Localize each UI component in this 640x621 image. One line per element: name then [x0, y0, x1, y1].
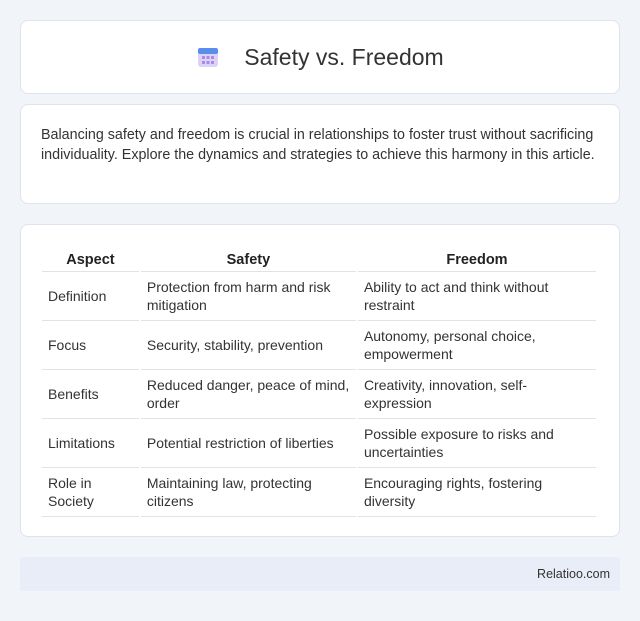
table-row	[42, 467, 596, 517]
cell-freedom: Autonomy, personal choice, empowerment	[358, 320, 596, 369]
cell-aspect: Benefits	[42, 369, 139, 418]
cell-safety: Maintaining law, protecting citizens	[141, 467, 356, 517]
cell-safety: Potential restriction of liberties	[141, 418, 356, 467]
cell-aspect: Role in Society	[42, 467, 139, 517]
comparison-table	[40, 245, 598, 517]
title-wrap	[196, 44, 443, 71]
cell-freedom: Possible exposure to risks and uncertainties	[358, 418, 596, 467]
cell-aspect: Definition	[42, 271, 139, 320]
cell-freedom: Ability to act and think without restraint	[358, 271, 596, 320]
intro-text: Balancing safety and freedom is crucial in relationships to foster trust without sacrificing individuality. Explore the dynamics and strategies to achieve this harmony in this article.	[41, 127, 595, 163]
footer-site-link[interactable]: Relatioo.com	[537, 567, 610, 581]
cell-safety: Reduced danger, peace of mind, order	[141, 369, 356, 418]
title-card	[20, 20, 620, 94]
table-row	[42, 418, 596, 467]
table-header-row	[42, 245, 596, 271]
page-title: Safety vs. Freedom	[244, 43, 444, 70]
table-row	[42, 271, 596, 320]
cell-freedom: Encouraging rights, fostering diversity	[358, 467, 596, 517]
cell-freedom: Creativity, innovation, self-expression	[358, 369, 596, 418]
calendar-icon	[196, 45, 220, 69]
header-aspect: Aspect	[66, 252, 115, 268]
cell-safety: Protection from harm and risk mitigation	[141, 271, 356, 320]
table-row	[42, 369, 596, 418]
table-row	[42, 320, 596, 369]
cell-safety: Security, stability, prevention	[141, 320, 356, 369]
header-freedom: Freedom	[446, 252, 508, 268]
cell-aspect: Limitations	[42, 418, 139, 467]
intro-card	[20, 104, 620, 204]
footer	[20, 557, 620, 591]
cell-aspect: Focus	[42, 320, 139, 369]
table-card	[20, 224, 620, 537]
header-safety: Safety	[226, 252, 271, 268]
